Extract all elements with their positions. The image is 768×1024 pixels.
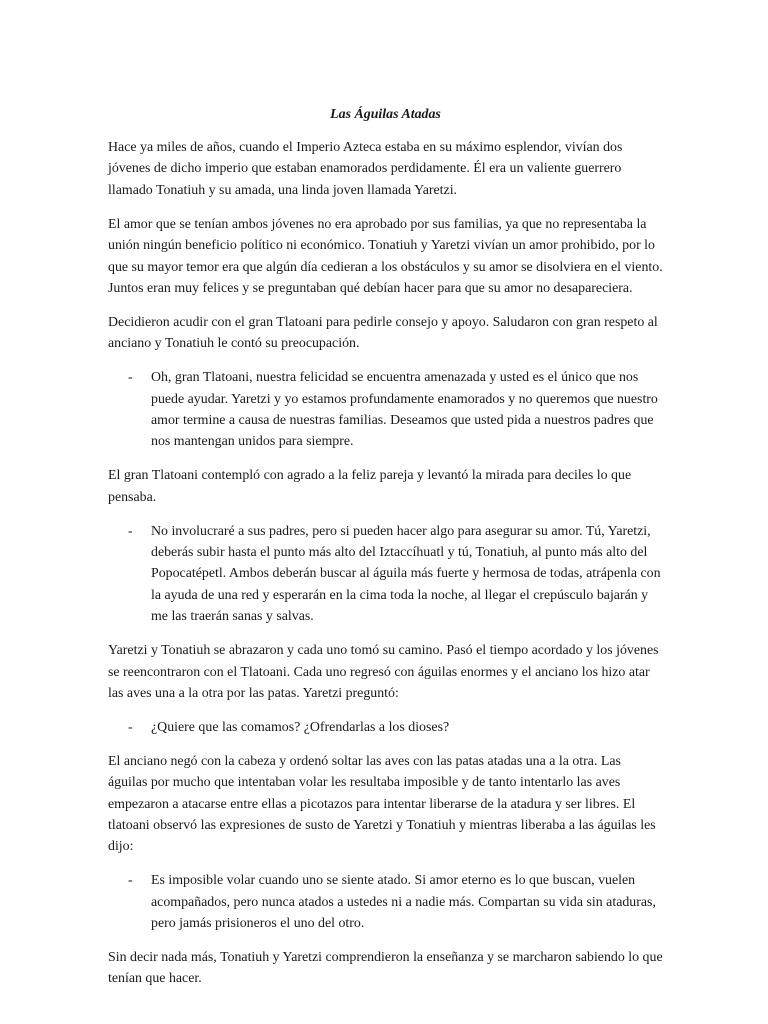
dialogue-dash: - — [128, 719, 133, 735]
paragraph-5: Yaretzi y Tonatiuh se abrazaron y cada uno tomó su camino. Pasó el tiempo acordado y los jóvenes se reencontraron con el Tlatoani. Cada uno regresó con águilas enormes y el anciano los hizo atar las aves una a la otra por las patas. Yaretzi preguntó: — [108, 643, 659, 701]
dialogue-dash: - — [128, 370, 133, 386]
dialogue-text: Oh, gran Tlatoani, nuestra felicidad se encuentra amenazada y usted es el único que nos puede ayudar. Yaretzi y yo estamos profundamente enamorados y no queremos que nuestro amor termine a causa de nuestras familias. Deseamos que usted pida a nuestros padres que nos mantengan unidos para siempre. — [151, 370, 658, 450]
paragraph-7: Sin decir nada más, Tonatiuh y Yaretzi comprendieron la enseñanza y se marcharon sabiendo lo que tenían que hacer. — [108, 950, 663, 987]
dialogue-text: ¿Quiere que las comamos? ¿Ofrendarlas a los dioses? — [151, 719, 450, 735]
dialogue-3 — [108, 717, 663, 738]
paragraph-2: El amor que se tenían ambos jóvenes no era aprobado por sus familias, ya que no representaba la unión ningún beneficio político ni económico. Tonatiuh y Yaretzi vivían un amor prohibido, por lo que su mayor temor era que algún día cedieran a los obstáculos y su amor se disolviera en el viento. Juntos eran muy felices y se preguntaban qué debían hacer para que su amor no desapareciera. — [108, 216, 663, 296]
paragraph-6: El anciano negó con la cabeza y ordenó soltar las aves con las patas atadas una a la otra. Las águilas por mucho que intentaban volar les resultaba imposible y de tanto intentarlo las aves empezaron a atacarse entre ellas a picotazos para intentar liberarse de la atadura y ser libres. El tlatoani observó las expresiones de susto de Yaretzi y Tonatiuh y mientras liberaba a las águilas les dijo: — [108, 753, 656, 855]
dialogue-text: No involucraré a sus padres, pero si pueden hacer algo para asegurar su amor. Tú, Yaretzi, deberás subir hasta el punto más alto del Iztaccíhuatl y tú, Tonatiuh, al punto más alto del Popocatépetl. Ambos deberán buscar al águila más fuerte y hermosa de todas, atrápenla con la ayuda de una red y esperarán en la cima toda la noche, al llegar el crepúsculo bajarán y me las traerán sanas y salvas. — [151, 523, 661, 625]
dialogue-1 — [108, 367, 663, 453]
dialogue-text: Es imposible volar cuando uno se siente atado. Si amor eterno es lo que buscan, vuelen acompañados, pero nunca atados a ustedes ni a nadie más. Compartan su vida sin ataduras, pero jamás prisioneros el uno del otro. — [151, 873, 656, 932]
dialogue-4 — [108, 870, 663, 934]
paragraph-1: Hace ya miles de años, cuando el Imperio Azteca estaba en su máximo esplendor, vivían dos jóvenes de dicho imperio que estaban enamorados perdidamente. Él era un valiente guerrero llamado Tonatiuh y su amada, una linda joven llamada Yaretzi. — [108, 140, 623, 198]
dialogue-dash: - — [128, 523, 133, 539]
paragraph-3: Decidieron acudir con el gran Tlatoani para pedirle consejo y apoyo. Saludaron con gran respeto al anciano y Tonatiuh le contó su preocupación. — [108, 314, 658, 352]
dialogue-2 — [108, 521, 663, 628]
document-page — [108, 104, 663, 1002]
document-title: Las Águilas Atadas — [330, 107, 441, 122]
dialogue-dash: - — [128, 873, 133, 889]
paragraph-4: El gran Tlatoani contempló con agrado a la feliz pareja y levantó la mirada para deciles lo que pensaba. — [108, 468, 632, 505]
